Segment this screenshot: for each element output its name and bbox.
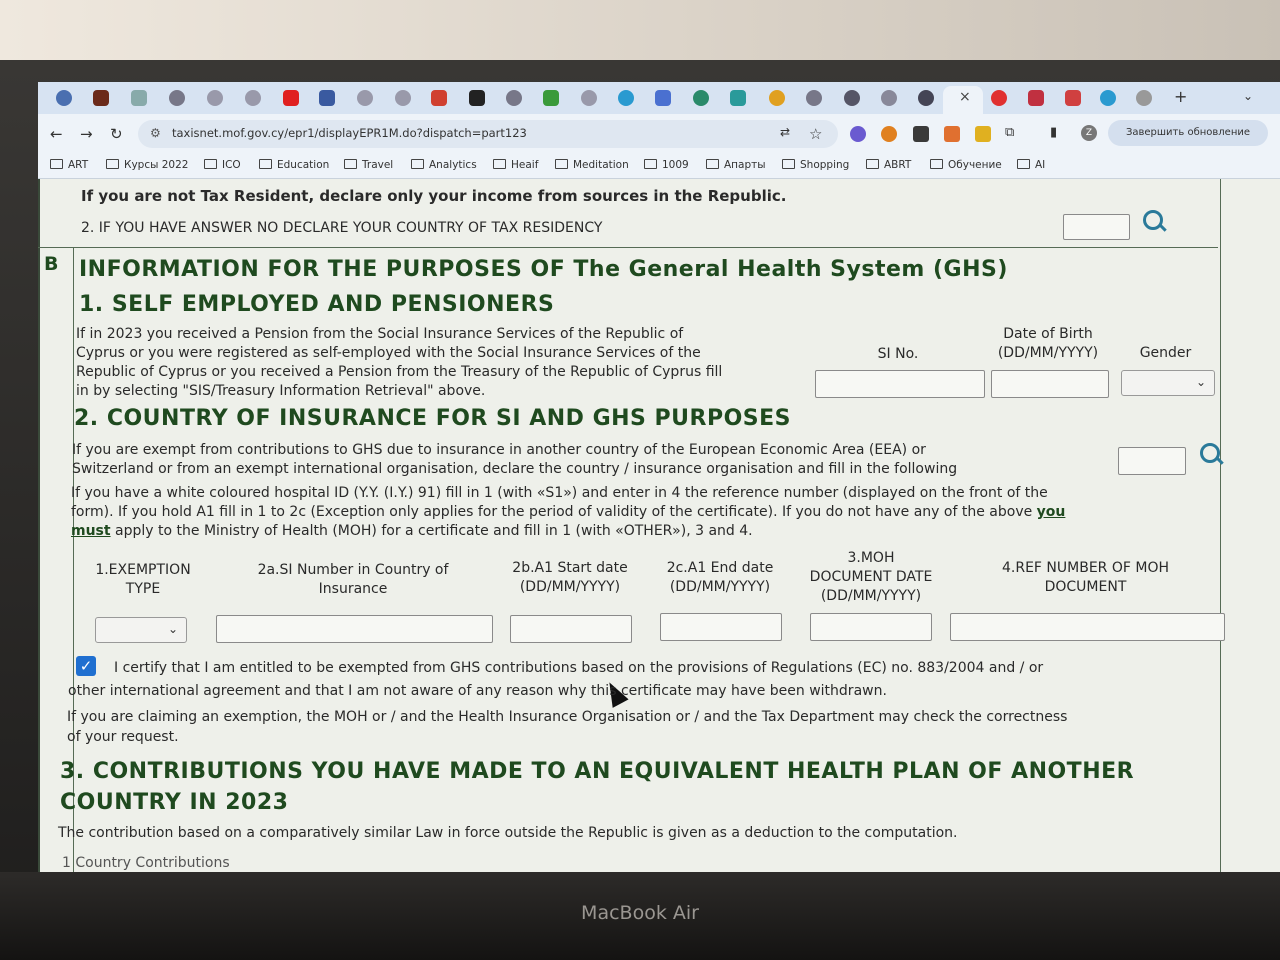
sub1-text-line: If in 2023 you received a Pension from the Social Insurance Services of the Republic of <box>76 326 684 342</box>
back-icon[interactable]: ← <box>50 125 63 143</box>
tab-icon[interactable] <box>506 90 522 106</box>
dob-input[interactable] <box>991 370 1109 398</box>
youtube-icon[interactable] <box>283 90 299 106</box>
folder-icon <box>644 159 657 169</box>
extension-icon[interactable] <box>850 126 866 142</box>
col-a1-end: 2c.A1 End date (DD/MM/YYYY) <box>666 560 774 595</box>
profile-avatar[interactable]: Z <box>1081 125 1097 141</box>
telegram-icon[interactable] <box>618 90 634 106</box>
chevron-down-icon: ⌄ <box>167 622 178 636</box>
tab-icon[interactable] <box>655 90 671 106</box>
extension-icon[interactable] <box>913 126 929 142</box>
si-no-label: SI No. <box>877 346 919 362</box>
sub1-text-line: in by selecting "SIS/Treasury Information Retrieval" above. <box>76 383 486 399</box>
tab-icon[interactable] <box>319 90 335 106</box>
tab-icon[interactable] <box>169 90 185 106</box>
address-bar[interactable] <box>138 120 838 148</box>
dob-label: Date of Birth <box>1003 326 1093 342</box>
dob-format-label: (DD/MM/YYYY) <box>997 345 1099 361</box>
sidebar-icon[interactable]: ▮ <box>1050 125 1058 140</box>
country-insurance-title: 2. COUNTRY OF INSURANCE FOR SI AND GHS PURPOSES <box>74 406 792 431</box>
contributions-title-line: COUNTRY IN 2023 <box>60 790 289 815</box>
country-contributions-label: 1 Country Contributions <box>62 855 230 871</box>
tax-residency-question: 2. IF YOU HAVE ANSWER NO DECLARE YOUR COUNTRY OF TAX RESIDENCY <box>81 220 603 236</box>
folder-icon <box>50 159 63 169</box>
gender-select[interactable] <box>1121 370 1215 396</box>
tab-icon[interactable] <box>395 90 411 106</box>
si-no-input[interactable] <box>815 370 985 398</box>
tab-icon[interactable] <box>881 90 897 106</box>
section-divider <box>38 247 1218 248</box>
update-button[interactable]: Завершить обновление <box>1108 120 1268 146</box>
bookmark-folder[interactable]: Обучение <box>930 159 1002 171</box>
col-a1-start: 2b.A1 Start date (DD/MM/YYYY) <box>512 560 628 595</box>
new-tab-icon[interactable]: + <box>1174 87 1188 106</box>
bookmark-folder[interactable]: ICO <box>204 159 241 171</box>
sub2-text-line: If you are exempt from contributions to GHS due to insurance in another country of the European Economic Area (EEA) or <box>72 442 926 458</box>
certify-checkbox[interactable]: ✓ <box>76 656 96 676</box>
folder-icon <box>930 159 943 169</box>
a1-end-date-input[interactable] <box>660 613 782 641</box>
folder-icon <box>866 159 879 169</box>
tab-icon[interactable] <box>769 90 785 106</box>
col-si-number: 2a.SI Number in Country of Insurance <box>257 562 449 597</box>
section-letter: B <box>44 253 59 275</box>
site-info-icon[interactable]: ⚙ <box>150 126 161 140</box>
sub2-para2-line: form). If you hold A1 fill in 1 to 2c (Exception only applies for the period of validity of the certificate). If you do not have any of the above you <box>71 504 1066 520</box>
bookmark-folder[interactable]: Shopping <box>782 159 849 171</box>
form-page <box>38 179 1280 872</box>
sub1-text-line: Cyprus or you were registered as self-employed with the Social Insurance Services of the <box>76 345 701 361</box>
exemption-type-select[interactable] <box>95 617 187 643</box>
sub1-text-line: Republic of Cyprus or you received a Pension from the Treasury of the Republic of Cyprus fill <box>76 364 723 380</box>
background-wall <box>0 0 1280 60</box>
folder-icon <box>555 159 568 169</box>
section-b-title: INFORMATION FOR THE PURPOSES OF The General Health System (GHS) <box>79 257 1008 282</box>
gmail-icon[interactable] <box>431 90 447 106</box>
bookmarks-bar <box>38 154 1280 179</box>
bookmark-folder[interactable]: ABRT <box>866 159 911 171</box>
bookmark-folder[interactable]: ART <box>50 159 88 171</box>
toolbar <box>38 114 1280 154</box>
url-text: taxisnet.mof.gov.cy/epr1/displayEPR1M.do?dispatch=part123 <box>172 126 527 140</box>
tab-icon[interactable] <box>207 90 223 106</box>
folder-icon <box>1017 159 1030 169</box>
search-icon[interactable] <box>1143 210 1163 230</box>
folder-icon <box>259 159 272 169</box>
col-moh-ref: 4.REF NUMBER OF MOH DOCUMENT <box>1001 560 1169 595</box>
insurance-country-input[interactable] <box>1118 447 1186 475</box>
tax-residency-country-input[interactable] <box>1063 214 1130 240</box>
self-employed-title: 1. SELF EMPLOYED AND PENSIONERS <box>79 292 555 317</box>
search-icon[interactable] <box>1200 443 1220 463</box>
bookmark-folder[interactable]: Апарты <box>706 159 766 171</box>
folder-icon <box>706 159 719 169</box>
tab-icon[interactable] <box>1136 90 1152 106</box>
folder-icon <box>344 159 357 169</box>
moh-ref-number-input[interactable] <box>950 613 1225 641</box>
certify-text-line: other international agreement and that I am not aware of any reason why this certificate may have been withdrawn. <box>68 683 887 699</box>
reload-icon[interactable]: ↻ <box>110 125 123 143</box>
sub2-para2-tail: must apply to the Ministry of Health (MOH) for a certificate and fill in 1 (with «OTHER»), 3 and 4. <box>71 523 753 539</box>
bookmark-folder[interactable]: 1009 <box>644 159 689 171</box>
chevron-down-icon[interactable]: ⌄ <box>1243 89 1254 103</box>
device-brand-label: MacBook Air <box>581 902 699 924</box>
tab-icon[interactable] <box>543 90 559 106</box>
tab-icon[interactable] <box>469 90 485 106</box>
sub2-text-line: Switzerland or from an exempt international organisation, declare the country / insurance organisation and fill in the following <box>72 461 958 477</box>
claim-text-line: of your request. <box>67 729 179 745</box>
tab-icon[interactable] <box>918 90 934 106</box>
right-border <box>1220 179 1221 872</box>
gender-label: Gender <box>1139 345 1192 361</box>
col-moh-date: 3.MOH DOCUMENT DATE (DD/MM/YYYY) <box>809 550 933 604</box>
moh-document-date-input[interactable] <box>810 613 932 641</box>
tab-icon[interactable] <box>93 90 109 106</box>
folder-icon <box>782 159 795 169</box>
translate-icon[interactable]: ⇄ <box>780 125 791 139</box>
tab-icon[interactable] <box>357 90 373 106</box>
extension-icon[interactable] <box>881 126 897 142</box>
tab-bar <box>38 82 1280 114</box>
bookmark-folder[interactable]: Курсы 2022 <box>106 159 188 171</box>
yandex-icon[interactable] <box>991 90 1007 106</box>
certify-text-line: I certify that I am entitled to be exempted from GHS contributions based on the provisions of Regulations (EC) no. 883/2004 and / or <box>114 660 1044 676</box>
si-number-input[interactable] <box>216 615 493 643</box>
tab-icon[interactable] <box>1065 90 1081 106</box>
tab-icon[interactable] <box>1028 90 1044 106</box>
bookmark-folder[interactable]: Education <box>259 159 329 171</box>
extension-icon[interactable] <box>975 126 991 142</box>
extensions-puzzle-icon[interactable]: ⧉ <box>1005 125 1015 140</box>
not-resident-line: If you are not Tax Resident, declare only your income from sources in the Republic. <box>81 187 787 205</box>
bookmark-folder[interactable]: AI <box>1017 159 1045 171</box>
bookmark-folder[interactable]: Heaif <box>493 159 538 171</box>
telegram-icon[interactable] <box>1100 90 1116 106</box>
tab-icon[interactable] <box>693 90 709 106</box>
tab-icon[interactable] <box>581 90 597 106</box>
sub2-para2-line: If you have a white coloured hospital ID (Y.Y. (I.Y.) 91) fill in 1 (with «S1») and enter in 4 the reference number (displayed on the front of the <box>71 485 1048 501</box>
forward-icon[interactable]: → <box>80 125 93 143</box>
tab-icon[interactable] <box>131 90 147 106</box>
left-border <box>38 179 40 872</box>
contributions-text: The contribution based on a comparatively similar Law in force outside the Republic is given as a deduction to the computation. <box>58 825 958 841</box>
bookmark-folder[interactable]: Meditation <box>555 159 629 171</box>
claim-text-line: If you are claiming an exemption, the MOH or / and the Health Insurance Organisation or / and the Tax Department may check the correctness <box>67 709 1068 725</box>
metamask-icon[interactable] <box>944 126 960 142</box>
folder-icon <box>411 159 424 169</box>
close-icon[interactable]: × <box>959 89 971 105</box>
col-exemption-type: 1.EXEMPTION TYPE <box>95 562 191 597</box>
tab-icon[interactable] <box>844 90 860 106</box>
bookmark-folder[interactable]: Travel <box>344 159 393 171</box>
bookmark-star-icon[interactable]: ☆ <box>809 125 823 143</box>
a1-start-date-input[interactable] <box>510 615 632 643</box>
browser-screen <box>38 82 1280 872</box>
bookmark-folder[interactable]: Analytics <box>411 159 477 171</box>
contributions-title-line: 3. CONTRIBUTIONS YOU HAVE MADE TO AN EQUIVALENT HEALTH PLAN OF ANOTHER <box>60 759 1135 784</box>
tab-icon[interactable] <box>245 90 261 106</box>
folder-icon <box>106 159 119 169</box>
tab-icon[interactable] <box>730 90 746 106</box>
chevron-down-icon: ⌄ <box>1195 375 1206 389</box>
folder-icon <box>493 159 506 169</box>
tab-icon[interactable] <box>56 90 72 106</box>
folder-icon <box>204 159 217 169</box>
tab-icon[interactable] <box>806 90 822 106</box>
